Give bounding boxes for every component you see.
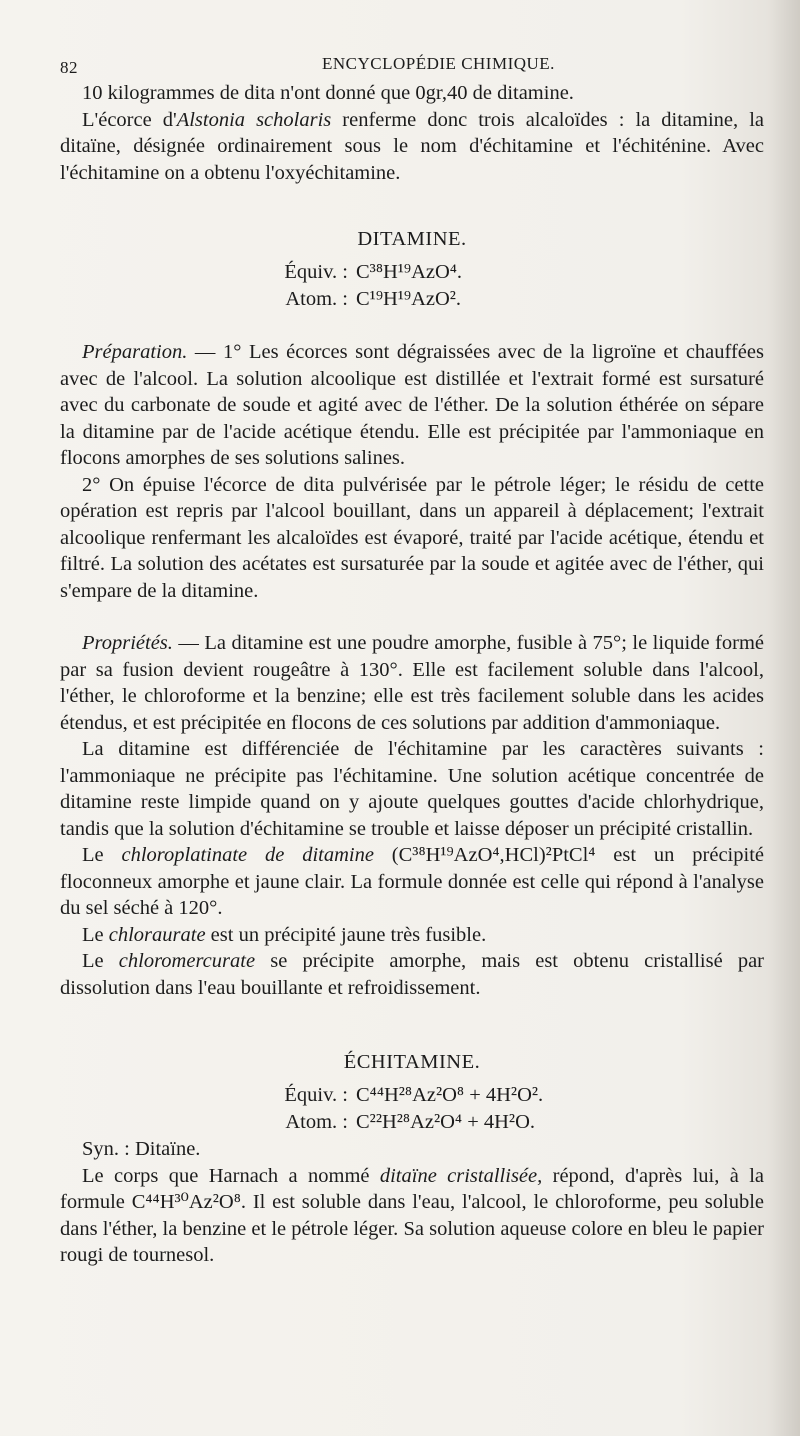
running-title: ENCYCLOPÉDIE CHIMIQUE. [322,54,555,73]
page-header [60,50,764,80]
difference-paragraph: La ditamine est différenciée de l'échitamine par les caractères suivants : l'ammoniaque ne précipite pas l'échitamine. Une solution acétique concentrée de ditamine reste limpide quand on y ajoute quelques gouttes d'acide chlorhydrique, tandis que la solution d'échitamine se trouble et laisse déposer un précipité cristallin. [60,738,764,840]
properties-label: Propriétés. [82,632,173,654]
preparation-label: Préparation. [82,341,188,363]
section-heading-ditamine: DITAMINE. [357,228,467,250]
synonym-line: Syn. : Ditaïne. [82,1138,201,1160]
chloroplatinate-paragraph: Le chloroplatinate de ditamine (C³⁸H¹⁹AzO⁴,HCl)²PtCl⁴ est un précipité floconneux amorphe et jaune clair. La formule donnée est celle qui répond à l'analyse du sel séché à 120°. [60,844,764,919]
ditamine-atom-formula: Atom. : C¹⁹H¹⁹AzO². [285,288,462,310]
harnach-paragraph: Le corps que Harnach a nommé ditaïne cristallisée, répond, d'après lui, à la formule C⁴⁴H³⁰Az²O⁸. Il est soluble dans l'eau, l'alcool, le chloroforme, peu soluble dans l'éther, la benzine et le pétrole léger. Sa solution aqueuse colore en bleu le papier rougi de tournesol. [60,1164,764,1266]
preparation-paragraph-2: 2° On épuise l'écorce de dita pulvérisée par le pétrole léger; le résidu de cette opération est repris par l'alcool bouillant, dans un appareil à déplacement; l'extrait alcoolique renfermant les alcaloïdes est évaporé, traité par l'acide acétique, étendu et filtré. La solution des acétates est sursaturée par la soude et agitée avec de l'éther, qui s'empare de la ditamine. [60,473,764,602]
page-number: 82 [60,58,78,77]
preparation-paragraph: Préparation. — 1° Les écorces sont dégraissées avec de la ligroïne et chauffées avec de l'alcool. La solution alcoolique est distillée et l'extrait formé est sursaturé avec du carbonate de soude et agité avec de l'éther. De la solution éthérée on sépare la ditamine par de l'acide acétique étendu. Elle est précipitée par l'ammoniaque en flocons amorphes de ses solutions salines. [60,341,764,469]
echitamine-atom-formula: Atom. : C²²H²⁸Az²O⁴ + 4H²O. [285,1111,536,1133]
intro-paragraph-2: L'écorce d'Alstonia scholaris renferme donc trois alcaloïdes : la ditamine, la ditaïne, désignée ordinairement sous le nom d'échitamine et l'échiténine. Avec l'échitamine on a obtenu l'oxyéchitamine. [60,108,764,184]
echitamine-equiv-formula: Équiv. : C⁴⁴H²⁸Az²O⁸ + 4H²O². [284,1084,544,1106]
section-heading-echitamine: ÉCHITAMINE. [343,1051,481,1073]
species-name: Alstonia scholaris [176,108,332,131]
properties-paragraph: Propriétés. — La ditamine est une poudre amorphe, fusible à 75°; le liquide formé par sa fusion devient rougeâtre à 130°. Elle est facilement soluble dans l'alcool, l'éther, le chloroforme et la benzine; elle est très facilement soluble dans les acides étendus, et est précipitée en flocons de ces solutions par addition d'ammoniaque. [60,632,764,734]
intro-paragraph-1: 10 kilogrammes de dita n'ont donné que 0gr,40 de ditamine. [82,82,574,104]
chloraurate-paragraph: Le chloraurate est un précipité jaune très fusible. [82,923,487,946]
ditamine-equiv-formula: Équiv. : C³⁸H¹⁹AzO⁴. [284,261,463,283]
chloromercurate-paragraph: Le chloromercurate se précipite amorphe, mais est obtenu cristallisé par dissolution dans l'eau bouillante et refroidissement. [60,950,765,999]
